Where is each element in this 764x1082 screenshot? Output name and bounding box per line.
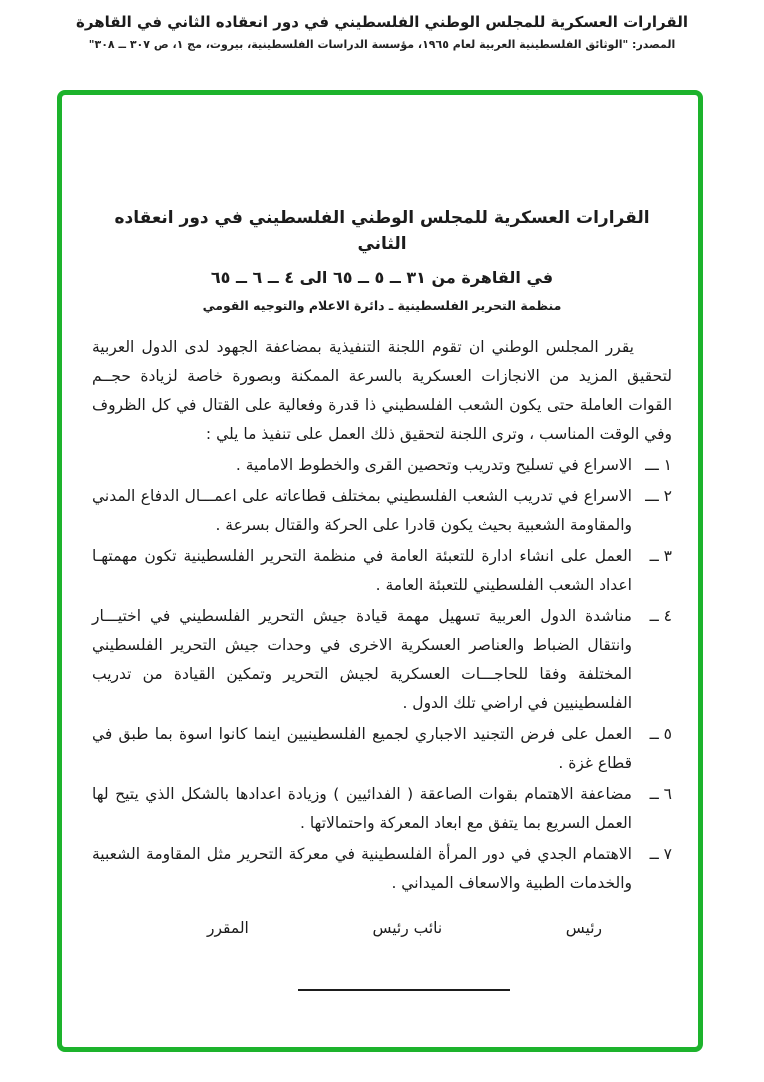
decision-list [92,451,672,898]
item-text: العمل على فرض التجنيد الاجباري لجميع الفلسطينيين اينما كانوا اسوة بما طبق في قطاع غزة . [92,725,632,772]
document-title-line2: في القاهرة من ٣١ ــ ٥ ــ ٦٥ الى ٤ ــ ٦ ــ ٦٥ [210,268,554,287]
document-title-line1: القرارات العسكرية للمجلس الوطني الفلسطيني في دور انعقاده الثاني [114,208,650,254]
intro-paragraph: يقرر المجلس الوطني ان تقوم اللجنة التنفيذية بمضاعفة الجهود لدى الدول العربية لتحقيق المزيد من الانجازات العسكرية بالسرعة الممكنة وبصورة خاصة لزيادة حجــم القوات العاملة حتى يكون الشعب الفلسطيني ذا قدرة وفعالية على القتال في كل الظروف وفي الوقت المناسب ، وترى اللجنة لتحقيق ذلك العمل على تنفيذ ما يلي : [92,338,672,443]
decision-item-4 [92,602,672,718]
scan-header [0,0,764,51]
decision-item-5 [92,720,672,778]
signature-chairman: رئيس [565,919,602,937]
item-text: مضاعفة الاهتمام بقوات الصاعقة ( الفدائيين ) وزيادة اعدادها بالشكل الذي يتيح لها العمل السريع بما يتفق مع ابعاد المعركة واحتمالاتها . [92,785,632,832]
signature-row [207,914,602,943]
signature-vice-chairman: نائب رئيس [372,919,443,937]
scan-header-source: المصدر: "الوثائق الفلسطينية العربية لعام ١٩٦٥، مؤسسة الدراسات الفلسطينية، بيروت، مج ١، ص ٣٠٧ ــ ٣٠٨" [88,38,676,51]
scan-header-title: القرارات العسكرية للمجلس الوطني الفلسطيني في دور انعقاده الثاني في القاهرة [76,13,688,31]
item-text: الاسراع في تسليح وتدريب وتحصين القرى والخطوط الامامية . [235,456,632,474]
item-text: العمل على انشاء ادارة للتعبئة العامة في منظمة التحرير الفلسطينية تكون مهمتهـا اعداد الشعب الفلسطيني للتعبئة العامة . [92,547,632,594]
decision-item-7 [92,840,672,898]
item-number: ٦ ــ [649,785,672,803]
decision-item-1 [92,451,672,480]
document-page [92,205,672,991]
decision-item-3 [92,542,672,600]
decision-item-6 [92,780,672,838]
item-text: الاهتمام الجدي في دور المرأة الفلسطينية في معركة التحرير مثل المقاومة الشعبية والخدمات الطبية والاسعاف الميداني . [92,845,632,892]
item-number: ٣ ــ [649,547,672,565]
item-number: ٤ ــ [649,607,672,625]
item-number: ٢ ـــ [645,487,672,505]
item-text: الاسراع في تدريب الشعب الفلسطيني بمختلف قطاعاته على اعمـــال الدفاع المدني والمقاومة الشعبية بحيث يكون قادرا على الحركة والقتال بسرعة . [92,487,632,534]
item-number: ٥ ــ [649,725,672,743]
decision-item-2 [92,482,672,540]
item-number: ٧ ــ [649,845,672,863]
document-subtitle: منظمة التحرير الفلسطينية ـ دائرة الاعلام والتوجيه القومي [202,298,562,313]
signature-rapporteur: المقرر [207,919,249,937]
item-number: ١ ـــ [645,456,672,474]
end-divider-rule [298,989,510,991]
item-text: مناشدة الدول العربية تسهيل مهمة قيادة جيش التحرير الفلسطيني في اختيـــار وانتقال الضباط والعناصر العسكرية الاخرى في وحدات جيش التحرير الفلسطيني المختلفة وفقا للحاجـــات العسكرية لجيش التحرير وتمكين القيادة من تدريب الفلسطينيين في اراضي تلك الدول . [92,607,632,712]
